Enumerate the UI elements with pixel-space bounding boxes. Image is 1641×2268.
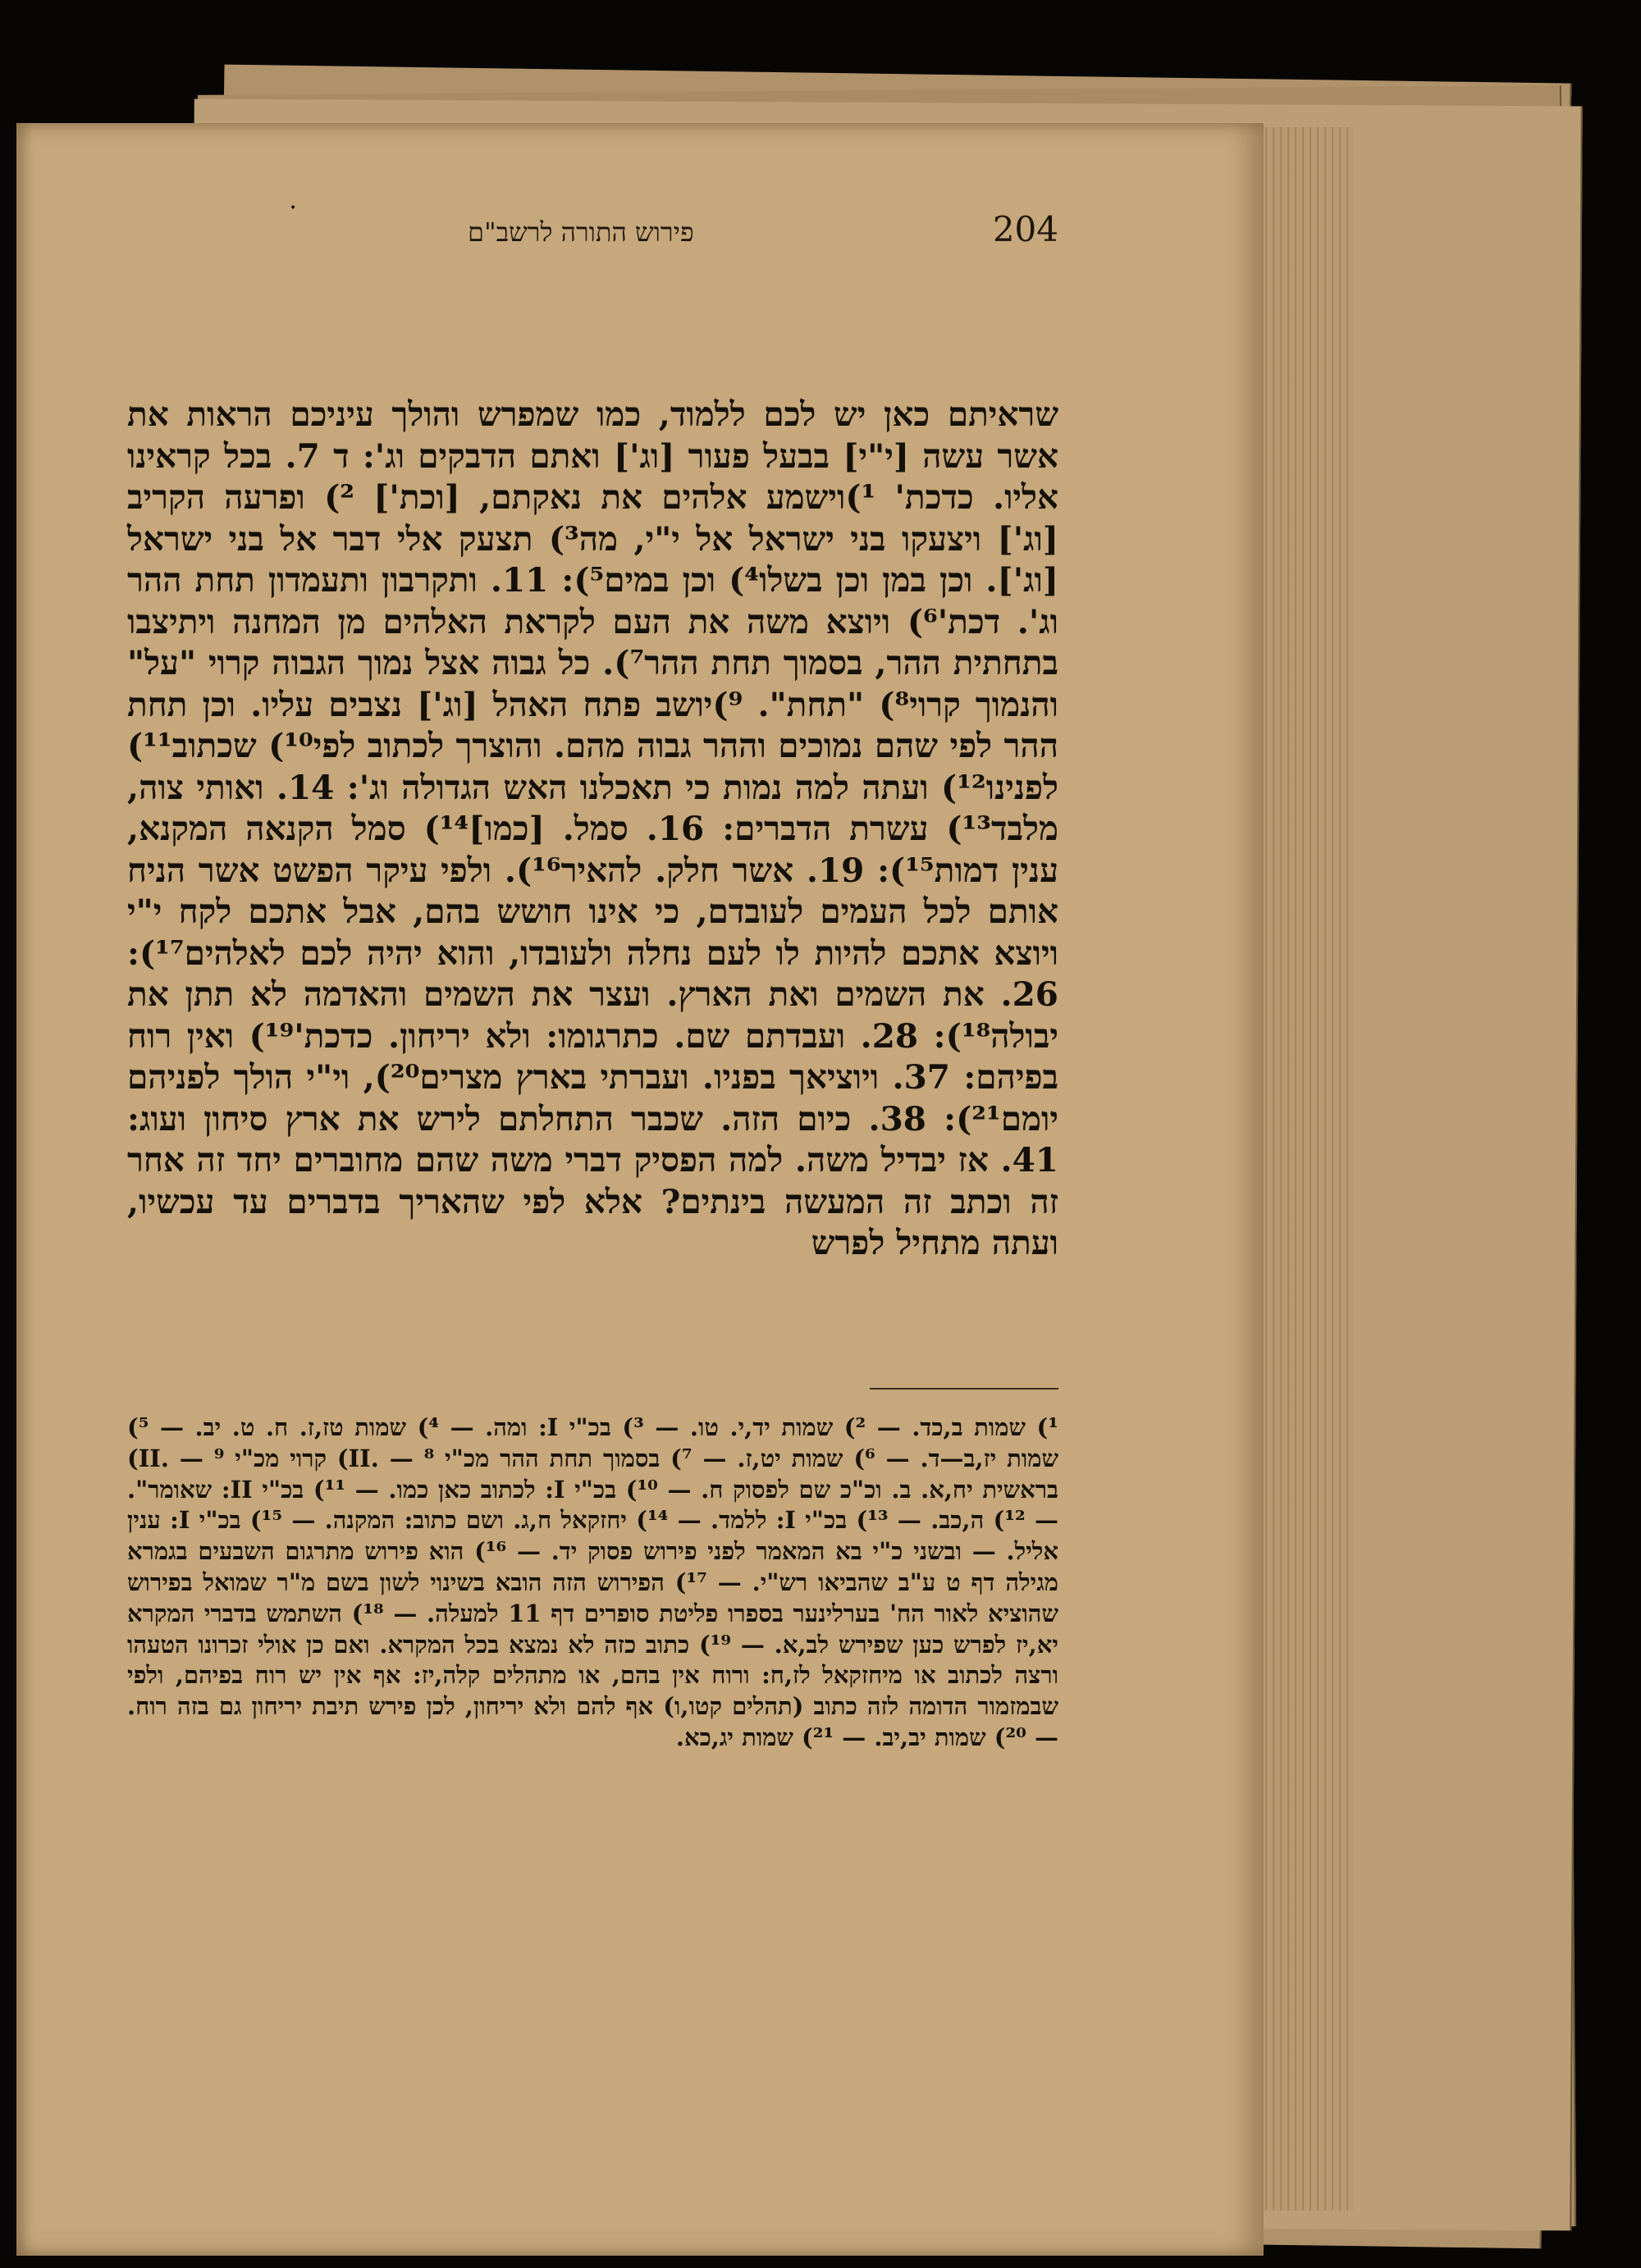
running-head: פירוש התורה לרשב"ם bbox=[468, 217, 694, 248]
page-header bbox=[246, 184, 1058, 262]
header-dot: . bbox=[289, 184, 298, 215]
main-paragraph: שראיתם כאן יש לכם ללמוד, כמו שמפרש והולך עיניכם הראות את אשר עשה [י"י] בבעל פעור [וג'] ואתם הדבקים וג': ד 7. בכל קראינו אליו. כדכת' ¹)וישמע אלהים את נאקתם, [וכת'] ²) ופרעה הקריב [וג'] ויצעקו בני ישראל אל י"י, מה³) תצעק אלי דבר אל בני ישראל [וג']. וכן במן וכן בשלו⁴) וכן במים⁵): 11. ותקרבון ותעמדון תחת ההר וג'. דכת'⁶) ויוצא משה את העם לקראת האלהים מן המחנה ויתיצבו בתחתית ההר, בסמוך תחת ההר⁷). כל גבוה אצל נמוך הגבוה קרוי "על" והנמוך קרוי⁸) "תחת". ⁹)יושב פתח האהל [וג'] נצבים עליו. וכן תחת ההר לפי שהם נמוכים וההר גבוה מהם. והוצרך לכתוב לפי¹⁰) שכתוב¹¹) לפנינו¹²) ועתה למה נמות כי תאכלנו האש הגדולה וג': 14. ואותי צוה, מלבד¹³) עשרת הדברים: 16. סמל. [כמו]¹⁴) סמל הקנאה המקנא, ענין דמות¹⁵): 19. אשר חלק. להאיר¹⁶). ולפי עיקר הפשט אשר הניח אותם לכל העמים לעובדם, כי אינו חושש בהם, אבל אתכם לקח י"י ויוצא אתכם להיות לו לעם נחלה ולעובדו, והוא יהיה לכם לאלהים¹⁷): 26. את השמים ואת הארץ. ועצר את השמים והאדמה לא תתן את יבולה¹⁸): 28. ועבדתם שם. כתרגומו: ולא יריחון. כדכת'¹⁹) ואין רוח בפיהם: 37. ויוציאך בפניו. ועברתי בארץ מצרים²⁰), וי"י הולך לפניהם יומם²¹): 38. כיום הזה. שכבר התחלתם לירש את ארץ סיחון ועוג: 41. אז יבדיל משה. למה הפסיק דברי משה שהם מחוברים יחד זה אחר זה וכתב זה המעשה בינתים? אלא לפי שהאריך בדברים עד עכשיו, ועתה מתחיל לפרש bbox=[127, 395, 1059, 1262]
main-text bbox=[127, 394, 1058, 1264]
page-number: 204 bbox=[992, 209, 1058, 249]
footnotes bbox=[127, 1412, 1058, 1754]
footnotes-paragraph: ¹) שמות ב,כד. — ²) שמות יד,י. טו. — ³) בכ"י I: ומה. — ⁴) שמות טז,ז. ח. ט. יב. — ⁵) שמות יז,ב—ד. — ⁶) שמות יט,ז. — ⁷) בסמוך תחת ההר מכ"י II. — ⁸) קרוי מכ"י II. — ⁹) בראשית יח,א. ב. וכ"כ שם לפסוק ח. — ¹⁰) בכ"י I: לכתוב כאן כמו. — ¹¹) בכ"י II: שאומר". — ¹²) ה,כב. — ¹³) בכ"י I: ללמד. — ¹⁴) יחזקאל ח,ג. ושם כתוב: המקנה. — ¹⁵) בכ"י I: ענין אליל. — ובשני כ"י בא המאמר לפני פירוש פסוק יד. — ¹⁶) הוא פירוש מתרגום השבעים בגמרא מגילה דף ט ע"ב שהביאו רש"י. — ¹⁷) הפירוש הזה הובא בשינוי לשון בשם מ"ר שמואל בפירוש שהוציא לאור הח' בערלינער בספרו פליטת סופרים דף 11 למעלה. — ¹⁸) השתמש בדברי המקרא יא,יז לפרש כען שפירש לב,א. — ¹⁹) כתוב כזה לא נמצא בכל המקרא. ואם כן אולי זכרונו הטעהו ורצה לכתוב או מיחזקאל לז,ח: ורוח אין בהם, או מתהלים קלה,יז: אף אין יש רוח בפיהם, ולפי שבמזמור הדומה לזה כתוב (תהלים קטו,ו) אף להם ולא יריחון, לכן פירש תיבת יריחון גם בזה רוח. — ²⁰) שמות יב,יב. — ²¹) שמות יג,כא. bbox=[127, 1413, 1059, 1751]
footnote-separator bbox=[870, 1388, 1058, 1390]
